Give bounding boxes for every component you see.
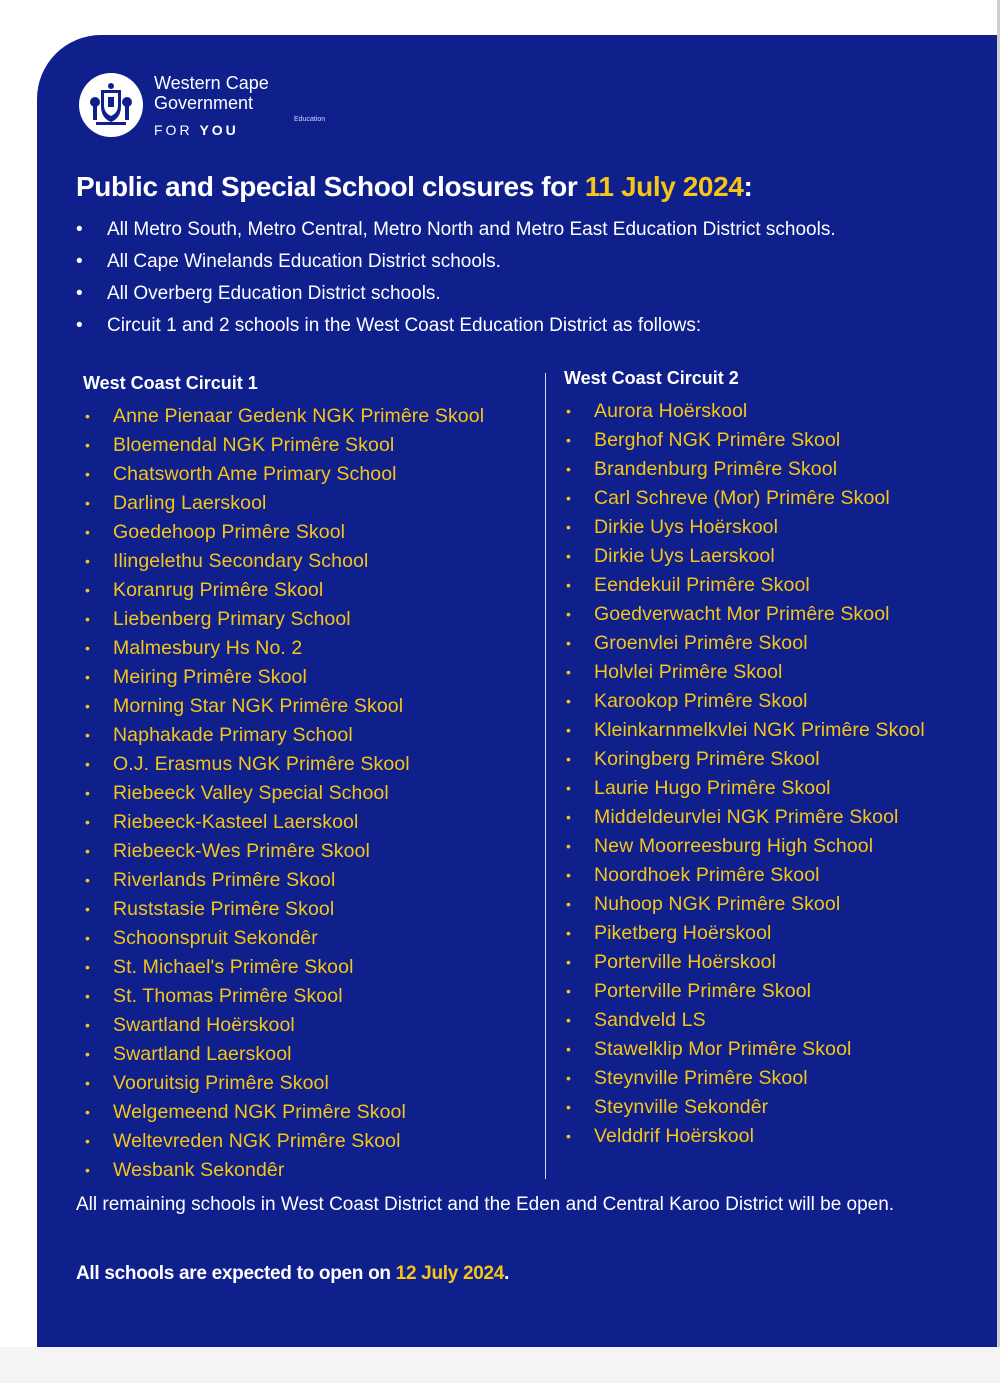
school-list-item: • Riebeeck-Kasteel Laerskool <box>83 808 484 837</box>
circuit-1-school-list <box>83 402 484 1185</box>
column-divider <box>545 373 546 1179</box>
school-list-item: • Meiring Primêre Skool <box>83 663 484 692</box>
reopening-date: 12 July 2024 <box>395 1263 505 1284</box>
school-list-item: • Bloemendal NGK Primêre Skool <box>83 431 484 460</box>
school-list-item: • Porterville Primêre Skool <box>564 977 925 1006</box>
school-list-item: • Koranrug Primêre Skool <box>83 576 484 605</box>
school-list-item: • St. Thomas Primêre Skool <box>83 982 484 1011</box>
school-list-item: • Riebeeck-Wes Primêre Skool <box>83 837 484 866</box>
school-list-item: • Aurora Hoërskool <box>564 397 925 426</box>
school-list-item: • Naphakade Primary School <box>83 721 484 750</box>
school-list-item: • Dirkie Uys Laerskool <box>564 542 925 571</box>
closure-summary-list <box>76 217 936 345</box>
school-list-item: • Brandenburg Primêre Skool <box>564 455 925 484</box>
reopening-prefix: All schools are expected to open on <box>76 1263 396 1284</box>
school-list-item: • Noordhoek Primêre Skool <box>564 861 925 890</box>
school-list-item: • Velddrif Hoërskool <box>564 1122 925 1151</box>
school-list-item: • Goedverwacht Mor Primêre Skool <box>564 600 925 629</box>
logo-tagline <box>154 122 269 138</box>
school-list-item: • Riebeeck Valley Special School <box>83 779 484 808</box>
school-list-item: • Anne Pienaar Gedenk NGK Primêre Skool <box>83 402 484 431</box>
school-list-item: • Malmesbury Hs No. 2 <box>83 634 484 663</box>
circuit-1-column <box>83 373 484 1185</box>
school-list-item: • Kleinkarnmelkvlei NGK Primêre Skool <box>564 716 925 745</box>
title-suffix: : <box>743 171 753 202</box>
school-list-item: • Steynville Sekondêr <box>564 1093 925 1122</box>
school-list-item: • Stawelklip Mor Primêre Skool <box>564 1035 925 1064</box>
school-list-item: • Weltevreden NGK Primêre Skool <box>83 1127 484 1156</box>
closure-notice-card <box>37 35 997 1347</box>
school-list-item: • St. Michael's Primêre Skool <box>83 953 484 982</box>
school-list-item: • Riverlands Primêre Skool <box>83 866 484 895</box>
school-list-item: • Piketberg Hoërskool <box>564 919 925 948</box>
page-title <box>76 171 752 203</box>
school-list-item: • Eendekuil Primêre Skool <box>564 571 925 600</box>
school-list-item: • Chatsworth Ame Primary School <box>83 460 484 489</box>
school-list-item: • O.J. Erasmus NGK Primêre Skool <box>83 750 484 779</box>
school-list-item: • Groenvlei Primêre Skool <box>564 629 925 658</box>
logo-line-2: Government <box>154 93 254 113</box>
school-list-item: • Schoonspruit Sekondêr <box>83 924 484 953</box>
summary-item: • All Cape Winelands Education District schools. <box>76 249 936 274</box>
coat-of-arms-icon <box>79 73 143 137</box>
reopening-suffix: . <box>504 1263 510 1284</box>
school-list-item: • Welgemeend NGK Primêre Skool <box>83 1098 484 1127</box>
school-list-item: • Karookop Primêre Skool <box>564 687 925 716</box>
school-list-item: • Holvlei Primêre Skool <box>564 658 925 687</box>
logo-for: FOR <box>154 122 193 138</box>
school-list-item: • Vooruitsig Primêre Skool <box>83 1069 484 1098</box>
circuit-2-heading: West Coast Circuit 2 <box>564 368 739 388</box>
page-bottom-margin <box>0 1347 1000 1383</box>
school-list-item: • Goedehoop Primêre Skool <box>83 518 484 547</box>
school-list-item: • New Moorreesburg High School <box>564 832 925 861</box>
logo-line-1: Western Cape <box>154 73 269 93</box>
summary-item: • All Metro South, Metro Central, Metro North and Metro East Education District schools. <box>76 217 936 242</box>
school-list-item: • Ruststasie Primêre Skool <box>83 895 484 924</box>
school-list-item: • Middeldeurvlei NGK Primêre Skool <box>564 803 925 832</box>
reopening-note <box>76 1263 509 1285</box>
summary-item: • All Overberg Education District schools. <box>76 281 936 306</box>
school-list-item: • Sandveld LS <box>564 1006 925 1035</box>
school-list-item: • Swartland Hoërskool <box>83 1011 484 1040</box>
school-list-item: • Porterville Hoërskool <box>564 948 925 977</box>
summary-item: • Circuit 1 and 2 schools in the West Coast Education District as follows: <box>76 313 936 338</box>
government-logo <box>79 73 326 138</box>
school-list-item: • Dirkie Uys Hoërskool <box>564 513 925 542</box>
school-list-item: • Darling Laerskool <box>83 489 484 518</box>
circuit-1-heading: West Coast Circuit 1 <box>83 373 258 393</box>
school-list-item: • Steynville Primêre Skool <box>564 1064 925 1093</box>
school-list-item: • Liebenberg Primary School <box>83 605 484 634</box>
school-list-item: • Wesbank Sekondêr <box>83 1156 484 1185</box>
closure-date: 11 July 2024 <box>584 171 744 202</box>
school-list-item: • Swartland Laerskool <box>83 1040 484 1069</box>
school-list-item: • Morning Star NGK Primêre Skool <box>83 692 484 721</box>
logo-department: Education <box>294 116 326 123</box>
school-list-item: • Ilingelethu Secondary School <box>83 547 484 576</box>
logo-you: YOU <box>199 122 239 138</box>
school-list-item: • Carl Schreve (Mor) Primêre Skool <box>564 484 925 513</box>
school-list-item: • Berghof NGK Primêre Skool <box>564 426 925 455</box>
circuit-2-school-list <box>564 397 925 1151</box>
remaining-schools-note: All remaining schools in West Coast District and the Eden and Central Karoo District will be open. <box>76 1194 895 1215</box>
circuit-2-column <box>564 368 925 1151</box>
school-list-item: • Laurie Hugo Primêre Skool <box>564 774 925 803</box>
school-list-item: • Koringberg Primêre Skool <box>564 745 925 774</box>
title-prefix: Public and Special School closures for <box>76 171 585 202</box>
school-list-item: • Nuhoop NGK Primêre Skool <box>564 890 925 919</box>
